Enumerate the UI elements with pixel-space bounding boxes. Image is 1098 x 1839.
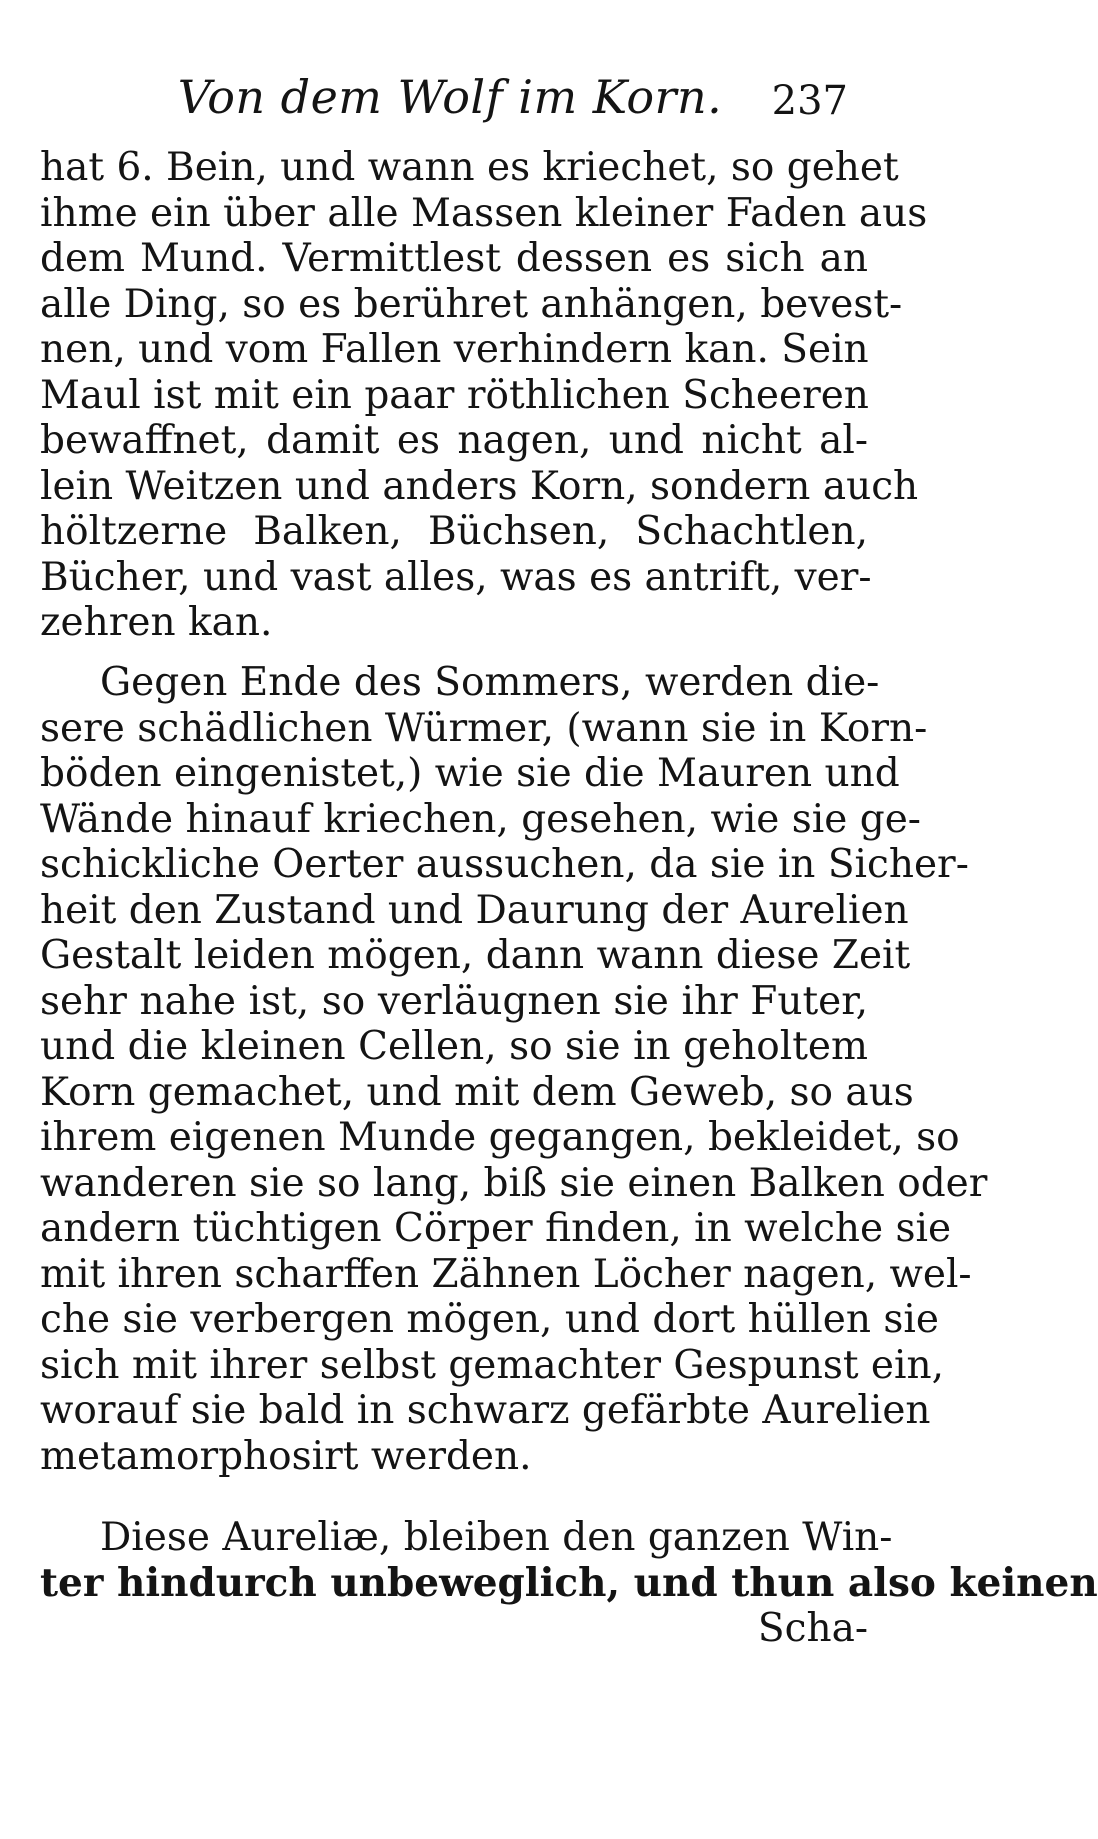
text-line: zehren kan. xyxy=(40,600,273,645)
text-line: Korn gemachet, und mit dem Geweb, so aus xyxy=(40,1069,914,1115)
text-line: ter hindurch unbeweglich, und thun also keinen xyxy=(40,1559,1098,1606)
text-line: Gegen Ende des Sommers, werden die- xyxy=(100,660,880,705)
paragraph-3 xyxy=(40,1515,1098,1652)
text-line: schickliche Oerter aussuchen, da sie in Sicher- xyxy=(40,842,969,887)
text-line: worauf sie bald in schwarz gefärbte Aurelien xyxy=(40,1388,931,1433)
text-line: nen, und vom Fallen verhindern kan. Sein xyxy=(40,327,869,372)
text-line: sich mit ihrer selbst gemachter Gespunst ein, xyxy=(40,1342,944,1388)
text-line: bewaffnet, damit es nagen, und nicht al- xyxy=(40,418,868,463)
paragraph-1 xyxy=(40,145,928,646)
text-line: Diese Aureliæ, bleiben den ganzen Win- xyxy=(100,1515,893,1560)
text-line: che sie verbergen mögen, und dort hüllen sie xyxy=(40,1297,939,1342)
catchword: Scha- xyxy=(757,1606,868,1651)
text-line: Bücher, und vast alles, was es antrift, ver- xyxy=(40,554,872,600)
text-line: Gestalt leiden mögen, dann wann diese Zeit xyxy=(40,933,911,978)
page-number: 237 xyxy=(771,78,848,124)
text-line: sehr nahe ist, so verläugnen sie ihr Futer, xyxy=(40,978,868,1024)
text-line: Maul ist mit ein paar röthlichen Scheeren xyxy=(40,372,869,418)
text-line: ihme ein über alle Massen kleiner Faden aus xyxy=(40,190,928,236)
text-line: alle Ding, so es berühret anhängen, bevest- xyxy=(40,281,903,327)
text-line: lein Weitzen und anders Korn, sondern auch xyxy=(40,463,919,509)
text-line: mit ihren scharffen Zähnen Löcher nagen, wel- xyxy=(40,1251,972,1297)
text-line: heit den Zustand und Daurung der Aurelien xyxy=(40,887,909,933)
text-line: sere schädlichen Würmer, (wann sie in Korn- xyxy=(40,705,928,751)
text-line: hat 6. Bein, und wann es kriechet, so gehet xyxy=(40,145,899,190)
text-line: und die kleinen Cellen, so sie in geholtem xyxy=(40,1024,868,1069)
text-line: dem Mund. Vermittlest dessen es sich an xyxy=(40,236,868,281)
paragraph-2 xyxy=(40,660,988,1479)
text-line: wanderen sie so lang, biß sie einen Balken oder xyxy=(40,1160,988,1206)
text-line: höltzerne Balken, Büchsen, Schachtlen, xyxy=(40,509,868,554)
text-line: ihrem eigenen Munde gegangen, bekleidet, so xyxy=(40,1115,960,1160)
text-line: metamorphosirt werden. xyxy=(40,1433,532,1479)
running-title: Von dem Wolf im Korn. xyxy=(177,70,723,124)
page-header xyxy=(40,62,860,132)
text-line: böden eingenistet,) wie sie die Mauren und xyxy=(40,751,900,796)
text-line: Wände hinauf kriechen, gesehen, wie sie ge- xyxy=(40,796,921,842)
text-line: andern tüchtigen Cörper finden, in welche sie xyxy=(40,1206,952,1251)
